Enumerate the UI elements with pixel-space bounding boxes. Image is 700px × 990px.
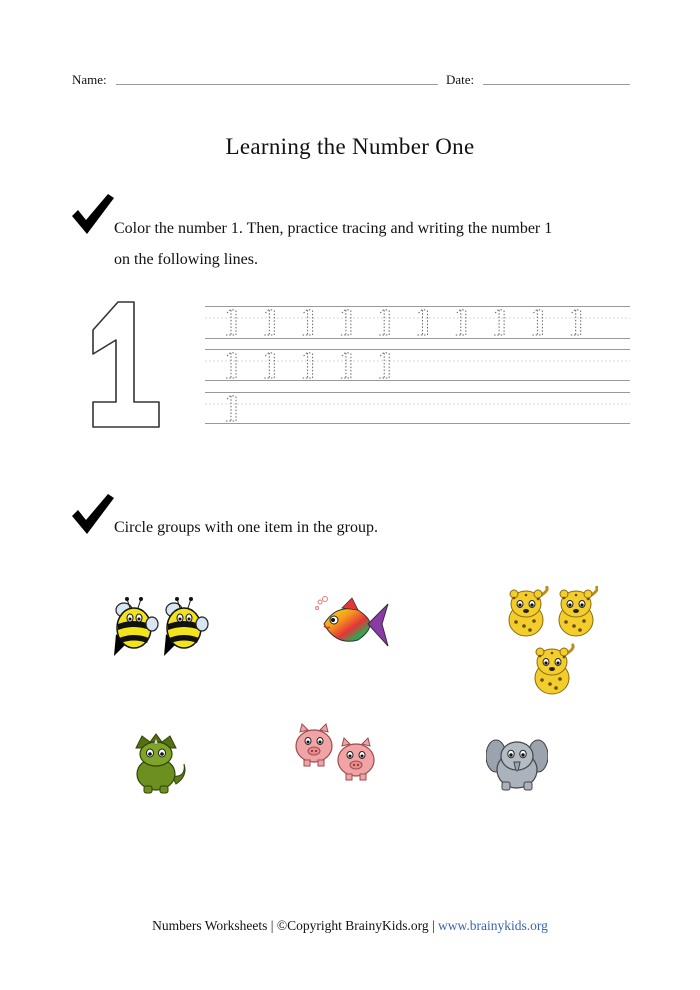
bee-group[interactable] xyxy=(110,596,210,660)
dotted-one-trace[interactable] xyxy=(341,309,351,335)
date-label: Date: xyxy=(446,72,475,87)
dotted-one-trace[interactable] xyxy=(303,352,313,378)
dotted-one-trace[interactable] xyxy=(303,309,313,335)
instruction-1-line1: Color the number 1. Then, practice tracing and writing the number 1 xyxy=(114,220,553,237)
dotted-one-trace[interactable] xyxy=(226,309,236,335)
page-title: Learning the Number One xyxy=(225,134,475,159)
dotted-one-trace[interactable] xyxy=(494,309,504,335)
name-date-row xyxy=(72,72,630,90)
footer xyxy=(0,918,700,934)
elephant-icon xyxy=(486,740,548,790)
dotted-one-trace[interactable] xyxy=(418,309,428,335)
dinosaur-group[interactable] xyxy=(130,732,190,794)
footer-text: Numbers Worksheets | ©Copyright BrainyKids.org | xyxy=(152,918,439,933)
name-field[interactable] xyxy=(116,84,438,85)
instruction-1 xyxy=(114,213,552,275)
dotted-one-trace[interactable] xyxy=(456,309,466,335)
dinosaur-icon xyxy=(136,734,185,793)
checkmark-icon xyxy=(70,492,114,536)
leopard-icon xyxy=(559,586,597,636)
name-label: Name: xyxy=(72,72,107,87)
dotted-one-trace[interactable] xyxy=(571,309,581,335)
dotted-one-trace[interactable] xyxy=(264,309,274,335)
leopard-icon xyxy=(535,644,573,694)
elephant-group[interactable] xyxy=(486,736,548,792)
bee-icon xyxy=(164,597,208,656)
dotted-one-trace[interactable] xyxy=(226,395,236,421)
instruction-1-line2: on the following lines. xyxy=(114,251,258,268)
bee-icon xyxy=(114,597,158,656)
fish-group[interactable] xyxy=(312,596,392,654)
leopard-group[interactable] xyxy=(506,586,598,702)
dotted-one-trace[interactable] xyxy=(226,352,236,378)
instruction-2 xyxy=(114,512,378,543)
dotted-one-trace[interactable] xyxy=(379,352,389,378)
dotted-one-trace[interactable] xyxy=(341,352,351,378)
fish-icon xyxy=(316,597,389,647)
dotted-one-trace[interactable] xyxy=(379,309,389,335)
date-field[interactable] xyxy=(483,84,630,85)
big-number-one[interactable] xyxy=(80,296,170,436)
dotted-one-trace[interactable] xyxy=(532,309,542,335)
pig-icon xyxy=(296,724,332,766)
instruction-2-line1: Circle groups with one item in the group. xyxy=(114,519,378,536)
tracing-lines[interactable] xyxy=(205,306,630,426)
pig-icon xyxy=(338,738,374,780)
pig-group[interactable] xyxy=(294,720,380,784)
dotted-one-trace[interactable] xyxy=(264,352,274,378)
leopard-icon xyxy=(509,586,547,636)
checkmark-icon xyxy=(70,192,114,236)
footer-link[interactable]: www.brainykids.org xyxy=(438,918,548,933)
